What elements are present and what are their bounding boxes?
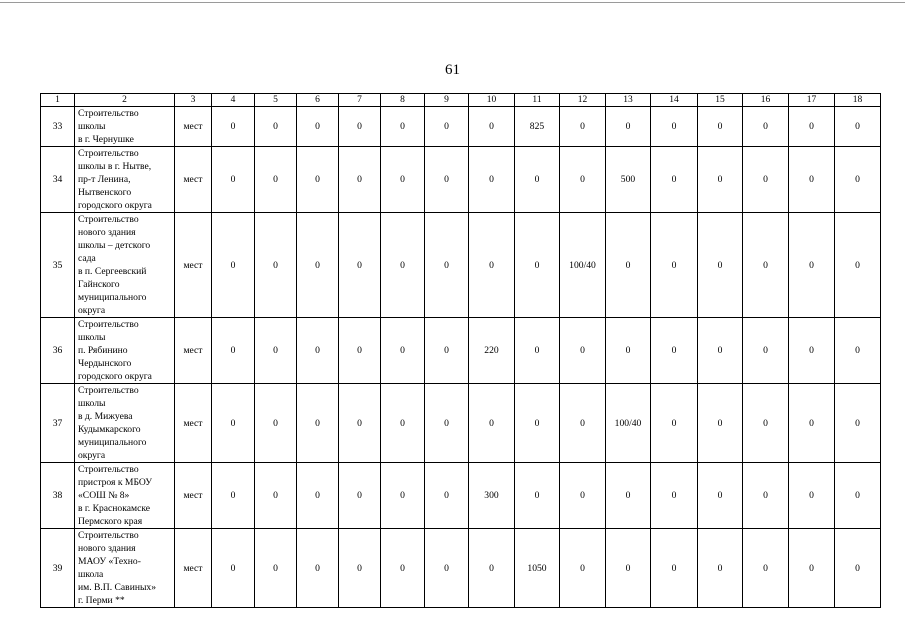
value-cell: 0 <box>469 384 515 463</box>
value-cell: 0 <box>381 463 425 529</box>
project-name-line: Строительство <box>78 148 139 159</box>
value-cell: 0 <box>255 529 297 608</box>
project-name-line: Нытвенского <box>78 187 132 198</box>
project-name-line: Пермского края <box>78 516 143 527</box>
value-cell: 0 <box>425 107 469 147</box>
value-cell: 0 <box>212 463 255 529</box>
value-cell: 0 <box>212 318 255 384</box>
value-cell: 0 <box>297 529 339 608</box>
row-number-cell: 39 <box>41 529 75 608</box>
data-table <box>40 93 881 608</box>
project-name-line: муниципального <box>78 292 147 303</box>
column-header: 12 <box>560 94 606 107</box>
column-header: 18 <box>835 94 881 107</box>
project-name-line: Строительство <box>78 214 139 225</box>
project-name-line: в п. Сергеевский <box>78 266 147 277</box>
value-cell: 1050 <box>515 529 560 608</box>
project-name-line: в г. Чернушке <box>78 134 134 145</box>
value-cell: 0 <box>560 318 606 384</box>
top-border-line <box>0 2 905 3</box>
value-cell: 0 <box>560 147 606 213</box>
project-name-line: городского округа <box>78 371 152 382</box>
value-cell: 0 <box>606 529 651 608</box>
project-name-line: Строительство <box>78 464 139 475</box>
project-name-line: Строительство <box>78 385 139 396</box>
value-cell: 825 <box>515 107 560 147</box>
column-header: 3 <box>175 94 212 107</box>
project-name-line: округа <box>78 305 106 316</box>
project-name-line: муниципального <box>78 437 147 448</box>
value-cell: 0 <box>212 529 255 608</box>
unit-cell: мест <box>175 463 212 529</box>
value-cell: 0 <box>789 107 835 147</box>
table-row <box>41 147 881 213</box>
value-cell: 0 <box>560 463 606 529</box>
project-name-line: Гайнского <box>78 279 120 290</box>
value-cell: 0 <box>651 529 698 608</box>
column-header: 11 <box>515 94 560 107</box>
value-cell: 0 <box>651 107 698 147</box>
value-cell: 0 <box>297 107 339 147</box>
value-cell: 0 <box>381 384 425 463</box>
column-header: 6 <box>297 94 339 107</box>
value-cell: 0 <box>469 213 515 318</box>
project-name-line: МАОУ «Техно- <box>78 556 141 567</box>
value-cell: 0 <box>743 529 789 608</box>
value-cell: 0 <box>212 107 255 147</box>
project-name-cell <box>75 384 175 463</box>
value-cell: 0 <box>606 463 651 529</box>
value-cell: 100/40 <box>606 384 651 463</box>
row-number-cell: 36 <box>41 318 75 384</box>
project-name-line: г. Перми ** <box>78 595 125 606</box>
value-cell: 0 <box>606 213 651 318</box>
table-row <box>41 463 881 529</box>
table-row <box>41 107 881 147</box>
value-cell: 0 <box>515 318 560 384</box>
value-cell: 0 <box>651 318 698 384</box>
value-cell: 0 <box>560 384 606 463</box>
value-cell: 0 <box>297 318 339 384</box>
column-header: 7 <box>339 94 381 107</box>
table-row <box>41 213 881 318</box>
value-cell: 0 <box>835 107 881 147</box>
project-name-line: школы в г. Нытве, <box>78 161 152 172</box>
value-cell: 0 <box>698 463 743 529</box>
value-cell: 0 <box>698 529 743 608</box>
value-cell: 0 <box>297 213 339 318</box>
project-name-line: пр-т Ленина, <box>78 174 131 185</box>
value-cell: 0 <box>339 213 381 318</box>
table-row <box>41 318 881 384</box>
column-header: 10 <box>469 94 515 107</box>
value-cell: 0 <box>425 147 469 213</box>
value-cell: 0 <box>743 318 789 384</box>
value-cell: 0 <box>606 318 651 384</box>
unit-cell: мест <box>175 213 212 318</box>
value-cell: 0 <box>469 529 515 608</box>
value-cell: 0 <box>469 107 515 147</box>
project-name-line: школы <box>78 121 106 132</box>
project-name-cell <box>75 529 175 608</box>
column-header: 2 <box>75 94 175 107</box>
column-header: 17 <box>789 94 835 107</box>
project-name-line: нового здания <box>78 227 136 238</box>
project-name-cell <box>75 107 175 147</box>
value-cell: 0 <box>789 384 835 463</box>
value-cell: 0 <box>339 384 381 463</box>
value-cell: 0 <box>789 213 835 318</box>
value-cell: 0 <box>789 147 835 213</box>
project-name-line: школы <box>78 332 106 343</box>
value-cell: 0 <box>835 529 881 608</box>
project-name-line: городского округа <box>78 200 152 211</box>
project-name-cell <box>75 147 175 213</box>
project-name-line: в г. Краснокамске <box>78 503 151 514</box>
value-cell: 0 <box>255 147 297 213</box>
value-cell: 0 <box>789 529 835 608</box>
column-header: 9 <box>425 94 469 107</box>
value-cell: 0 <box>255 107 297 147</box>
value-cell: 0 <box>212 147 255 213</box>
project-name-line: пристроя к МБОУ <box>78 477 153 488</box>
value-cell: 0 <box>339 318 381 384</box>
value-cell: 0 <box>212 384 255 463</box>
value-cell: 0 <box>698 107 743 147</box>
value-cell: 0 <box>425 529 469 608</box>
value-cell: 0 <box>425 318 469 384</box>
value-cell: 0 <box>255 213 297 318</box>
value-cell: 0 <box>651 384 698 463</box>
value-cell: 0 <box>212 213 255 318</box>
value-cell: 0 <box>425 463 469 529</box>
column-header: 13 <box>606 94 651 107</box>
column-header: 4 <box>212 94 255 107</box>
value-cell: 0 <box>789 463 835 529</box>
value-cell: 0 <box>515 384 560 463</box>
project-name-line: Строительство <box>78 530 139 541</box>
value-cell: 0 <box>835 463 881 529</box>
unit-cell: мест <box>175 384 212 463</box>
value-cell: 0 <box>560 107 606 147</box>
project-name-line: школы <box>78 398 106 409</box>
value-cell: 0 <box>339 529 381 608</box>
project-name-line: Строительство <box>78 108 139 119</box>
unit-cell: мест <box>175 107 212 147</box>
value-cell: 0 <box>255 318 297 384</box>
value-cell: 100/40 <box>560 213 606 318</box>
value-cell: 0 <box>651 147 698 213</box>
value-cell: 0 <box>743 213 789 318</box>
value-cell: 0 <box>743 463 789 529</box>
project-name-cell <box>75 463 175 529</box>
project-name-cell <box>75 318 175 384</box>
project-name-line: нового здания <box>78 543 136 554</box>
header-row <box>41 94 881 107</box>
value-cell: 0 <box>297 463 339 529</box>
value-cell: 0 <box>743 384 789 463</box>
value-cell: 0 <box>339 107 381 147</box>
project-name-line: школы – детского <box>78 240 151 251</box>
value-cell: 0 <box>698 384 743 463</box>
project-name-line: Чердынского <box>78 358 132 369</box>
value-cell: 0 <box>339 147 381 213</box>
project-name-cell <box>75 213 175 318</box>
value-cell: 0 <box>381 107 425 147</box>
value-cell: 220 <box>469 318 515 384</box>
value-cell: 0 <box>743 147 789 213</box>
page-number: 61 <box>445 62 460 78</box>
value-cell: 0 <box>469 147 515 213</box>
value-cell: 0 <box>835 318 881 384</box>
value-cell: 0 <box>651 213 698 318</box>
value-cell: 0 <box>255 384 297 463</box>
project-name-line: в д. Мижуева <box>78 411 133 422</box>
row-number-cell: 34 <box>41 147 75 213</box>
value-cell: 0 <box>297 147 339 213</box>
row-number-cell: 37 <box>41 384 75 463</box>
project-name-line: округа <box>78 450 106 461</box>
value-cell: 0 <box>835 384 881 463</box>
unit-cell: мест <box>175 318 212 384</box>
value-cell: 300 <box>469 463 515 529</box>
project-name-line: им. В.П. Савиных» <box>78 582 157 593</box>
table-row <box>41 384 881 463</box>
column-header: 1 <box>41 94 75 107</box>
value-cell: 0 <box>743 107 789 147</box>
column-header: 5 <box>255 94 297 107</box>
value-cell: 0 <box>515 463 560 529</box>
project-name-line: «СОШ № 8» <box>78 490 130 501</box>
project-name-line: Кудымкарского <box>78 424 141 435</box>
unit-cell: мест <box>175 147 212 213</box>
value-cell: 0 <box>515 213 560 318</box>
value-cell: 0 <box>698 318 743 384</box>
value-cell: 0 <box>425 384 469 463</box>
row-number-cell: 38 <box>41 463 75 529</box>
value-cell: 0 <box>381 213 425 318</box>
project-name-line: школа <box>78 569 104 580</box>
value-cell: 0 <box>381 147 425 213</box>
value-cell: 0 <box>789 318 835 384</box>
table-row <box>41 529 881 608</box>
value-cell: 0 <box>560 529 606 608</box>
column-header: 16 <box>743 94 789 107</box>
row-number-cell: 33 <box>41 107 75 147</box>
value-cell: 0 <box>606 107 651 147</box>
value-cell: 0 <box>381 318 425 384</box>
row-number-cell: 35 <box>41 213 75 318</box>
value-cell: 0 <box>651 463 698 529</box>
value-cell: 0 <box>255 463 297 529</box>
value-cell: 0 <box>698 213 743 318</box>
value-cell: 0 <box>381 529 425 608</box>
value-cell: 0 <box>339 463 381 529</box>
project-name-line: сада <box>78 253 96 264</box>
value-cell: 0 <box>425 213 469 318</box>
value-cell: 0 <box>297 384 339 463</box>
value-cell: 0 <box>515 147 560 213</box>
project-name-line: п. Рябинино <box>78 345 128 356</box>
unit-cell: мест <box>175 529 212 608</box>
value-cell: 500 <box>606 147 651 213</box>
project-name-line: Строительство <box>78 319 139 330</box>
value-cell: 0 <box>698 147 743 213</box>
value-cell: 0 <box>835 147 881 213</box>
column-header: 8 <box>381 94 425 107</box>
column-header: 15 <box>698 94 743 107</box>
value-cell: 0 <box>835 213 881 318</box>
column-header: 14 <box>651 94 698 107</box>
